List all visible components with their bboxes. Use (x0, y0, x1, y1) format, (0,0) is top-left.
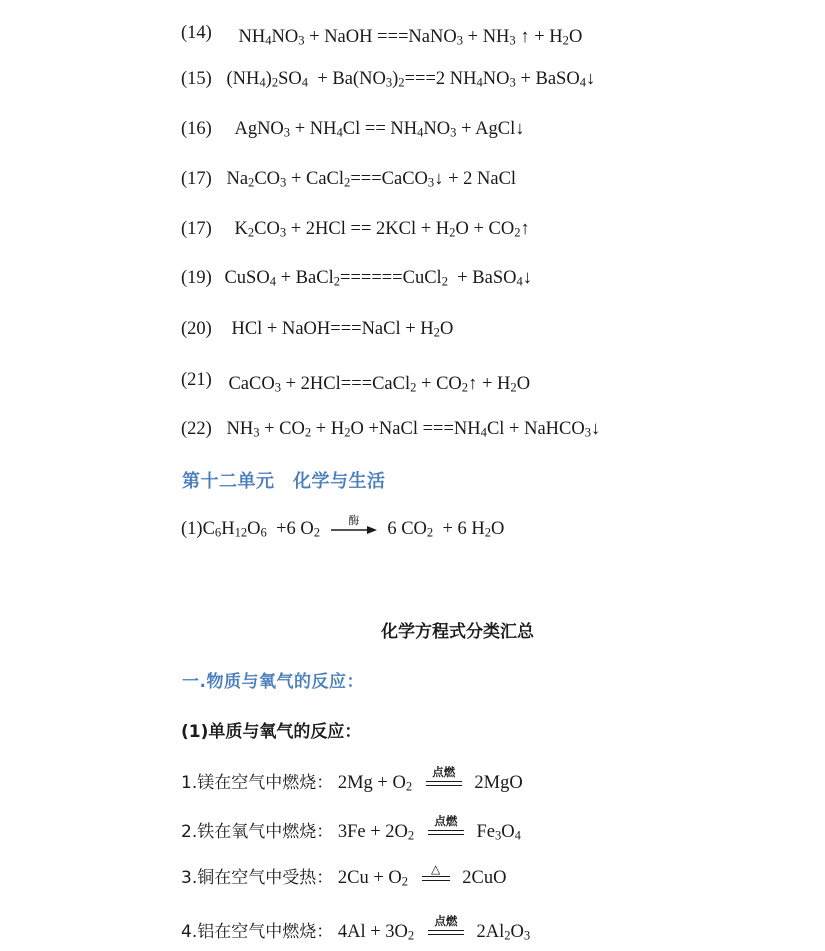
equation-number: (17) (181, 169, 212, 189)
subsection-heading: (1)单质与氧气的反应： (181, 722, 362, 742)
unit-heading: 第十二单元 化学与生活 (182, 471, 386, 492)
summary-title: 化学方程式分类汇总 (381, 622, 534, 642)
equation-16 (181, 118, 524, 140)
reaction-condition: 点燃 (434, 814, 458, 828)
reaction-4 (181, 914, 531, 943)
equation-15 (181, 68, 595, 90)
reaction-right: 2CuO (462, 868, 507, 888)
equation-body: CaCO$_3$ + 2HCl===CaCl$_2$ + $CO_2↑ + H_2O$ (228, 374, 531, 395)
equation-right: 6 $CO_2 + 6$ $H_2O$ (387, 519, 505, 540)
reaction-left: $4Al + 3O_2$ (337, 922, 415, 943)
equation-number: (17) (181, 219, 212, 239)
reaction-right: 2MgO (474, 773, 523, 793)
equation-number: (15) (181, 69, 212, 89)
equation-body: $(NH_4)_2SO_4 + Ba(NO_3)_2===2$ $NH_4NO_3$ + BaSO$_4$↓ (226, 69, 596, 90)
reaction-right: $Fe_3O_4$ (476, 822, 521, 843)
condition-equals (421, 862, 451, 889)
equation-body: $NH_3 + CO_2 + H_2O$ +NaCl $===NH_4Cl$ + NaHCO$_3$↓ (226, 419, 601, 440)
equation-20 (181, 318, 453, 340)
reaction-condition: 点燃 (434, 914, 458, 928)
enzyme-arrow (331, 514, 377, 540)
equation-14 (181, 20, 582, 48)
reaction-condition: 酶 (348, 514, 360, 527)
equation-left: $(1)C_6H_{12}O_6 +6$ $O_2$ (181, 519, 321, 540)
equation-number: (16) (181, 119, 212, 139)
reaction-right: $2Al_2O_3$ (476, 922, 531, 943)
equation-body: HCl + NaOH===NaCl + $H_2O$ (231, 319, 454, 340)
equation-number: (22) (181, 419, 212, 439)
equation-body: $Na_2CO_3$ + CaCl$_2$===CaCO$_3$↓ + 2 NaCl (226, 169, 517, 190)
reaction-label: 1.镁在空气中燃烧： (181, 773, 334, 793)
equation-17a (181, 168, 516, 190)
equation-number: (14) (181, 23, 212, 43)
reaction-label: 4.铝在空气中燃烧： (181, 922, 334, 942)
reaction-left: $3Fe + 2O_2$ (337, 822, 415, 843)
reaction-left: $2Cu + O_2$ (337, 868, 409, 889)
equation-body: $NH_4NO_3$ + NaOH ===NaNO$_3$ + $NH_3$ ↑ + $H_2O$ (238, 27, 583, 48)
equation-17b (181, 218, 530, 240)
condition-equals (425, 765, 463, 794)
equation-number: (20) (181, 319, 212, 339)
reaction-2 (181, 814, 521, 843)
equation-number: (21) (181, 370, 212, 390)
glucose-equation (181, 514, 505, 540)
equation-number: (19) (181, 268, 212, 288)
reaction-condition: 点燃 (432, 765, 456, 779)
reaction-label: 2.铁在氧气中燃烧： (181, 822, 334, 842)
reaction-label: 3.铜在空气中受热： (181, 868, 334, 888)
equation-body: AgNO$_3$ + $NH_4Cl == NH_4NO_3$ + AgCl↓ (234, 119, 525, 140)
equation-21 (181, 368, 530, 395)
reaction-condition: △ (431, 862, 441, 876)
arrow-right-icon (331, 526, 377, 534)
equation-22 (181, 418, 600, 440)
reaction-left: $2Mg + O_2$ (337, 773, 413, 794)
equation-body: $K_2CO_3 + 2HCl == 2KCl + H_2O$ + $CO_2↑$ (234, 219, 530, 240)
condition-equals (427, 914, 465, 943)
equation-body: CuSO$_4$ + BaCl$_2$======CuCl$_2$ + BaSO$_4$↓ (224, 268, 533, 289)
reaction-3 (181, 862, 507, 889)
condition-equals (427, 814, 465, 843)
reaction-1 (181, 765, 523, 794)
equation-19 (181, 267, 532, 289)
section-heading: 一.物质与氧气的反应： (182, 672, 364, 692)
